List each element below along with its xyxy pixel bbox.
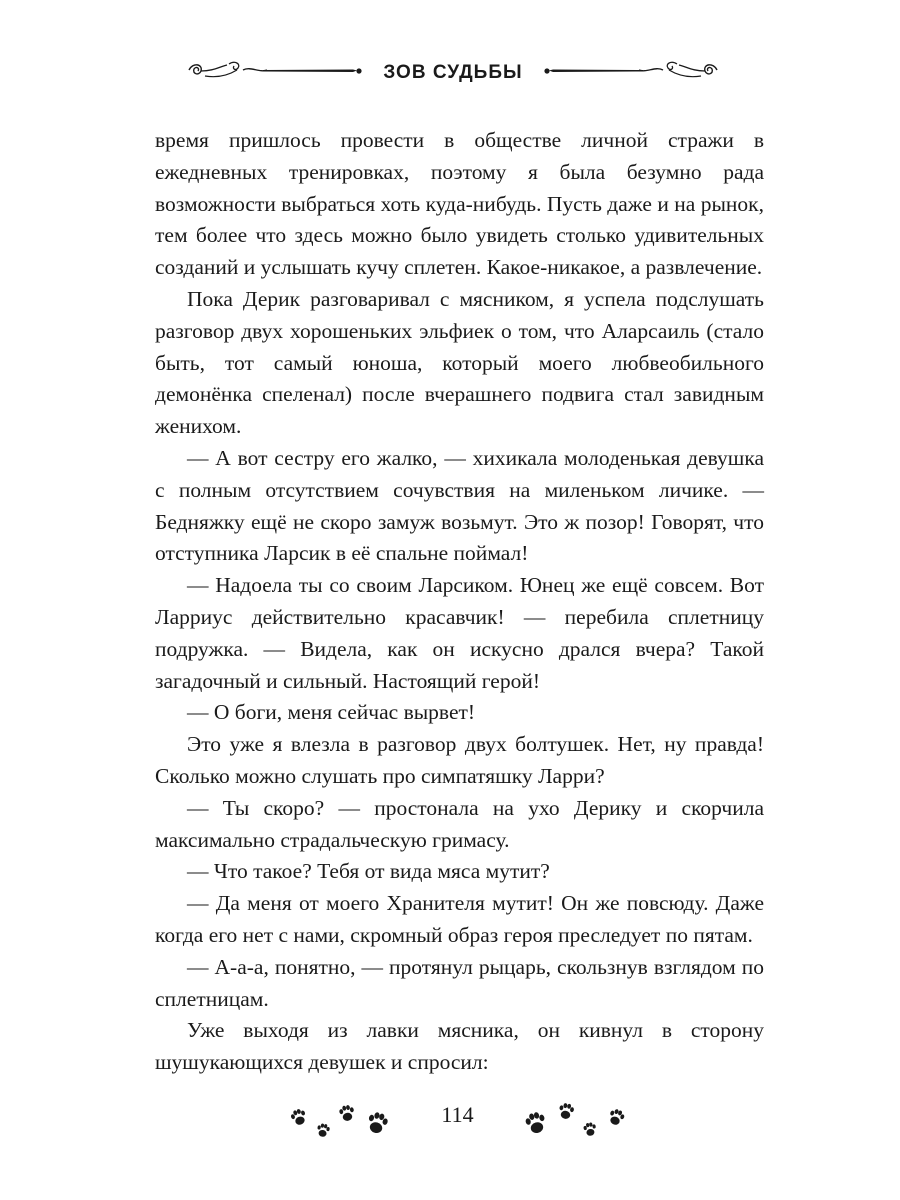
- paragraph: — Да меня от моего Хранителя мутит! Он же повсюду. Даже когда его нет с нами, скромный образ героя преследует по пятам.: [155, 891, 764, 947]
- paragraph: — Ты скоро? — простонала на ухо Дерику и скорчила максимально страдальческую гримасу.: [155, 795, 764, 852]
- paragraph: Уже выходя из лавки мясника, он кивнул в сторону шушукающихся девушек и спросил:: [155, 1018, 764, 1075]
- paragraph: — А-а-а, понятно, — протянул рыцарь, скользнув взглядом по сплетницам.: [155, 954, 764, 1011]
- paragraph: время пришлось провести в обществе личной стражи в ежедневных тренировках, поэтому я была безумно рада возможности выбраться хоть куда-нибудь. Пусть даже и на рынок, тем более что здесь можно было увидеть столько удивительных созданий и услышать кучу сплетен. Какое-никакое, а развлечение.: [155, 128, 764, 280]
- paragraph: — Что такое? Тебя от вида мяса мутит?: [187, 859, 550, 884]
- flourish-right-icon: [543, 56, 723, 92]
- paragraph: — О боги, меня сейчас вырвет!: [187, 700, 476, 725]
- paragraph: Пока Дерик разговаривал с мясником, я успела подслушать разговор двух хорошеньких эльфиек о том, что Аларсаиль (стало быть, тот самый юноша, который моего любвеобильного демонёнка спеленал) после вчерашнего подвига стал завидным женихом.: [155, 286, 764, 439]
- paragraph: Это уже я влезла в разговор двух болтушек. Нет, ну правда! Сколько можно слушать про симпатяшку Ларри?: [155, 732, 764, 788]
- page-number: 114: [441, 1102, 474, 1127]
- page-header: [183, 56, 723, 92]
- paragraph: — А вот сестру его жалко, — хихикала молоденькая девушка с полным отсутствием сочувствия на миленьком личике. — Бедняжку ещё не скоро замуж возьмут. Это ж позор! Говорят, что отступника Ларсик в её спальне поймал!: [155, 445, 764, 566]
- page-footer: [285, 1098, 630, 1148]
- running-title: ЗОВ СУДЬБЫ: [383, 62, 523, 83]
- body-text: [155, 125, 764, 1079]
- paragraph: — Надоела ты со своим Ларсиком. Юнец же ещё совсем. Вот Ларриус действительно красавчик! — перебила сплетницу подружка. — Видела, как он искусно дрался вчера? Такой загадочный и сильный. Настоящий герой!: [155, 573, 764, 693]
- paw-prints-right-icon: [520, 1098, 630, 1148]
